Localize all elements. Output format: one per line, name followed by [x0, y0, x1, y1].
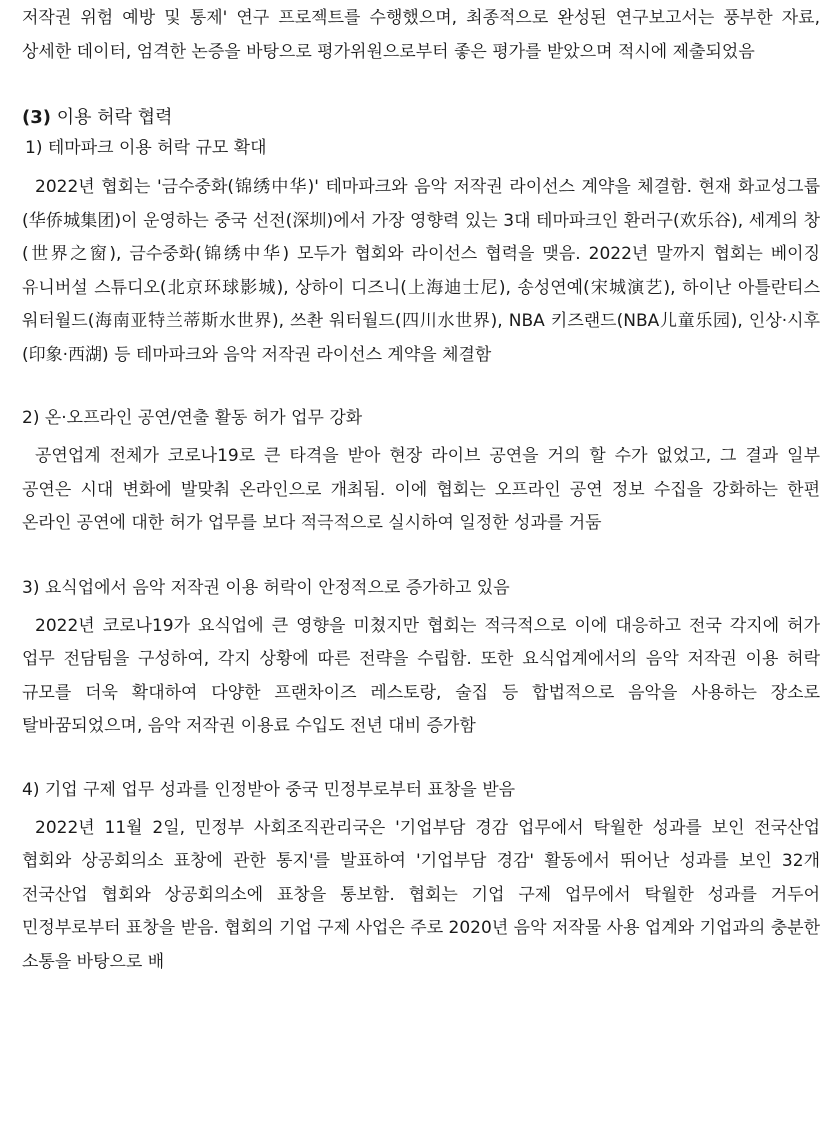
spacer	[22, 805, 820, 812]
section-number: (3)	[22, 107, 51, 128]
spacer	[22, 69, 820, 103]
subheading-commendation: 4) 기업 구제 업무 성과를 인정받아 중국 민정부로부터 표창을 받음	[22, 779, 516, 800]
spacer	[22, 433, 820, 440]
food-service-paragraph: 2022년 코로나19가 요식업에 큰 영향을 미쳤지만 협회는 적극적으로 이에 대응하고 전국 각지에 허가 업무 전담팀을 구성하여, 각지 상황에 따른 전략을 수립함. 또한 요식업계에서의 음악 저작권 이용 허락 규모를 더욱 확대하여 다양한 프랜차이즈 레스토랑, 술집 등 합법적으로 음악을 사용하는 장소로 탈바꿈되었으며, 음악 저작권 이용료 수입도 전년 대비 증가함	[22, 615, 820, 736]
commendation-paragraph: 2022년 11월 2일, 민정부 사회조직관리국은 '기업부담 경감 업무에서 탁월한 성과를 보인 전국산업 협회와 상공회의소 표창에 관한 통지'를 발표하여 '기업부담 경감' 활동에서 뛰어난 성과를 보인 32개 전국산업 협회와 상공회의소에 표창을 통보함. 협회는 기업 구제 업무에서 탁월한 성과를 거두어 민정부로부터 표창을 받음. 협회의 기업 구제 사업은 주로 2020년 음악 저작물 사용 업계와 기업과의 충분한 소통을 바탕으로 배	[22, 817, 820, 972]
section-heading-3	[22, 103, 820, 133]
theme-park-paragraph: 2022년 협회는 '금수중화(锦绣中华)' 테마파크와 음악 저작권 라이선스 계약을 체결함. 현재 화교성그룹(华侨城集团)이 운영하는 중국 선전(深圳)에서 가장 영향력 있는 3대 테마파크인 환러구(欢乐谷), 세계의 창(世界之窗), 금수중화(锦绣中华) 모두가 협회와 라이선스 협력을 맺음. 2022년 말까지 협회는 베이징 유니버설 스튜디오(北京环球影城), 상하이 디즈니(上海迪士尼), 송성연예(宋城演艺), 하이난 아틀란티스 워터월드(海南亚特兰蒂斯水世界), 쓰촨 워터월드(四川水世界), NBA 키즈랜드(NBA儿童乐园), 인상·시후(印象·西湖) 등 테마파크와 음악 저작권 라이선스 계약을 체결함	[22, 177, 820, 365]
document-body	[22, 0, 820, 979]
spacer	[22, 603, 820, 610]
spacer	[22, 163, 820, 171]
spacer	[22, 744, 820, 775]
performance-paragraph: 공연업계 전체가 코로나19로 큰 타격을 받아 현장 라이브 공연을 거의 할 수가 없었고, 그 결과 일부 공연은 시대 변화에 발맞춰 온라인으로 개최됨. 이에 협회는 오프라인 공연 정보 수집을 강화하는 한편 온라인 공연에 대한 허가 업무를 보다 적극적으로 실시하여 일정한 성과를 거둠	[22, 446, 820, 533]
subheading-food-service: 3) 요식업에서 음악 저작권 이용 허락이 안정적으로 증가하고 있음	[22, 577, 510, 598]
spacer	[22, 541, 820, 573]
intro-paragraph: 저작권 위험 예방 및 통제' 연구 프로젝트를 수행했으며, 최종적으로 완성된 연구보고서는 풍부한 자료, 상세한 데이터, 엄격한 논증을 바탕으로 평가위원으로부터 좋은 평가를 받았으며 적시에 제출되었음	[22, 8, 820, 62]
section-title: 이용 허락 협력	[56, 107, 173, 128]
subheading-theme-park: 1) 테마파크 이용 허락 규모 확대	[25, 138, 267, 158]
spacer	[22, 372, 820, 403]
subheading-performance: 2) 온·오프라인 공연/연출 활동 허가 업무 강화	[22, 408, 363, 428]
